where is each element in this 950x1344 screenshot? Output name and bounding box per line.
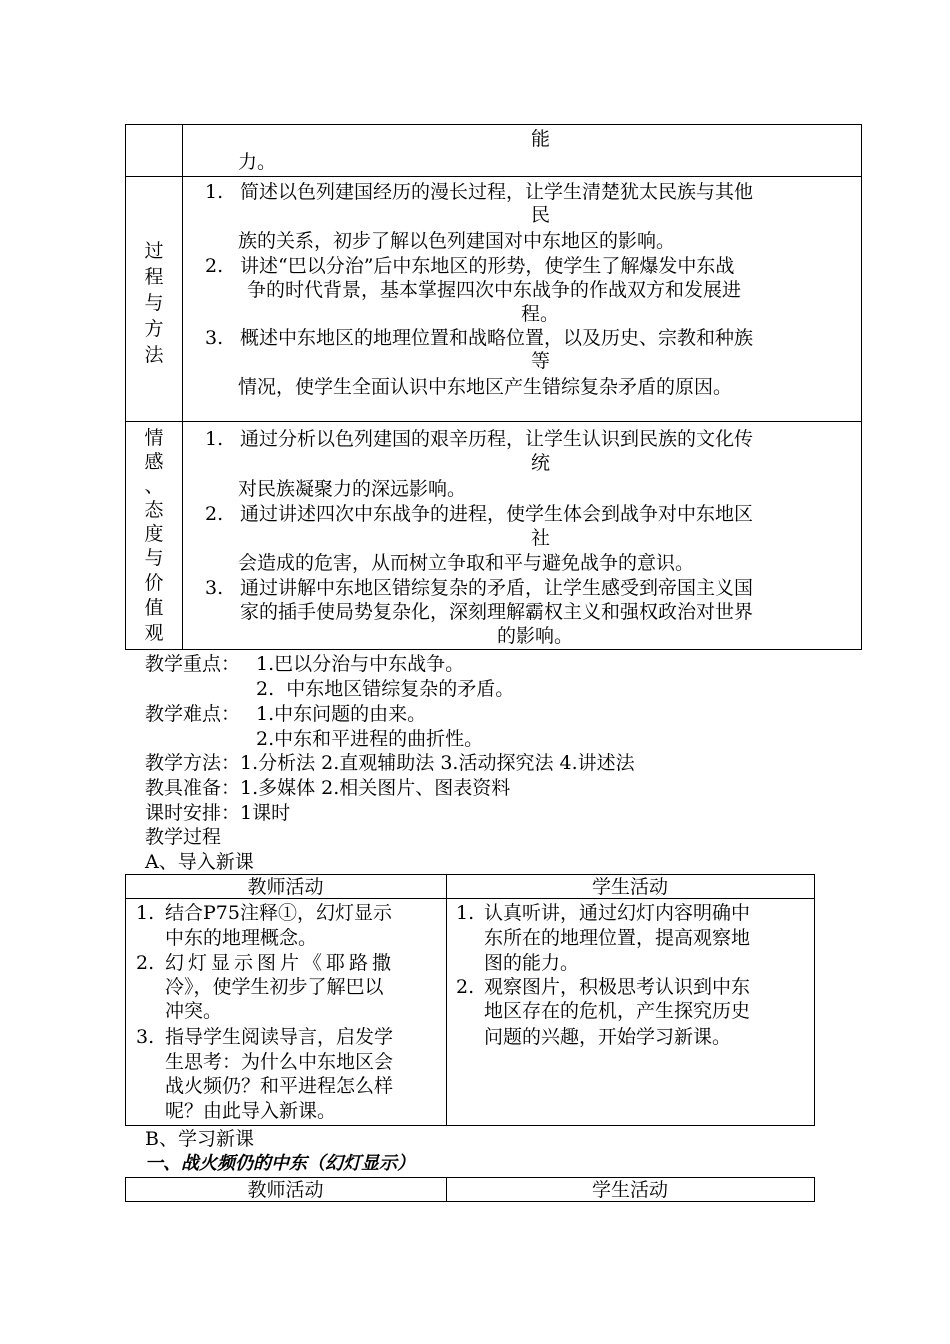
table-border [814, 1177, 815, 1202]
ability-text-line1: 能 [531, 128, 551, 150]
teacher-activity-header: 教师活动 [247, 1179, 324, 1201]
key-point-2: 2. 中东地区错综复杂的矛盾。 [256, 678, 515, 700]
teaching-tools: 教具准备：1.多媒体 2.相关图片、图表资料 [145, 777, 511, 799]
table-border [125, 874, 126, 1126]
class-schedule: 课时安排：1课时 [145, 802, 291, 824]
key-point-1: 1.巴以分治与中东战争。 [256, 653, 465, 675]
table-border [182, 124, 183, 650]
ability-text-line2: 力。 [238, 151, 277, 173]
section-a-title: A、导入新课 [145, 851, 254, 873]
table-border [125, 1125, 815, 1126]
table-border [125, 421, 862, 422]
table-border [446, 874, 447, 1126]
key-points-label: 教学重点： [145, 653, 241, 675]
difficulty-2: 2.中东和平进程的曲折性。 [256, 728, 484, 750]
section-one-heading: 一、战火频仍的中东（幻灯显示） [145, 1153, 415, 1174]
difficulties-label: 教学难点： [145, 703, 241, 725]
teacher-activity-header: 教师活动 [247, 876, 324, 898]
difficulty-1: 1.中东问题的由来。 [256, 703, 427, 725]
teaching-methods: 教学方法：1.分析法 2.直观辅助法 3.活动探究法 4.讲述法 [145, 752, 635, 774]
table-border [125, 124, 862, 125]
table-border [125, 176, 862, 177]
student-activity-header: 学生活动 [591, 876, 668, 898]
process-title: 教学过程 [145, 826, 222, 848]
table-border [861, 124, 862, 650]
student-activity-header: 学生活动 [591, 1179, 668, 1201]
section-b-title: B、学习新课 [145, 1128, 254, 1150]
table-border [125, 649, 862, 650]
table-border [814, 874, 815, 1126]
